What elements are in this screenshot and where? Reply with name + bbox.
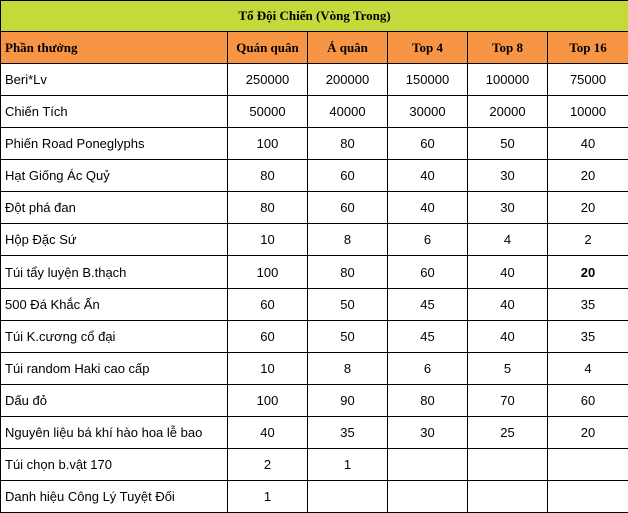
reward-name: Beri*Lv — [1, 64, 228, 96]
value-runner-up: 90 — [308, 384, 388, 416]
value-top8: 40 — [468, 288, 548, 320]
reward-name: Túi K.cương cổ đại — [1, 320, 228, 352]
header-top16: Top 16 — [548, 32, 628, 64]
value-top4: 6 — [388, 352, 468, 384]
value-top8: 20000 — [468, 96, 548, 128]
reward-name: Phiến Road Poneglyphs — [1, 128, 228, 160]
value-champion: 80 — [228, 192, 308, 224]
value-top16: 4 — [548, 352, 628, 384]
reward-name: 500 Đá Khắc Ấn — [1, 288, 228, 320]
value-top4: 30000 — [388, 96, 468, 128]
value-top16: 20 — [548, 192, 628, 224]
value-top16: 60 — [548, 384, 628, 416]
value-top16 — [548, 480, 628, 512]
reward-name: Nguyên liệu bá khí hào hoa lễ bao — [1, 416, 228, 448]
value-runner-up: 40000 — [308, 96, 388, 128]
value-runner-up: 200000 — [308, 64, 388, 96]
value-top8: 5 — [468, 352, 548, 384]
table-row — [1, 320, 628, 352]
header-top4: Top 4 — [388, 32, 468, 64]
table-row — [1, 128, 628, 160]
value-champion: 60 — [228, 288, 308, 320]
value-top16 — [548, 448, 628, 480]
value-top8: 30 — [468, 160, 548, 192]
reward-name: Túi random Haki cao cấp — [1, 352, 228, 384]
value-top8: 50 — [468, 128, 548, 160]
value-top4: 150000 — [388, 64, 468, 96]
table-row — [1, 96, 628, 128]
value-top16: 75000 — [548, 64, 628, 96]
value-top4: 40 — [388, 160, 468, 192]
value-top16: 10000 — [548, 96, 628, 128]
reward-name: Hạt Giống Ác Quỷ — [1, 160, 228, 192]
reward-name: Chiến Tích — [1, 96, 228, 128]
value-runner-up: 80 — [308, 128, 388, 160]
value-champion: 10 — [228, 224, 308, 256]
value-runner-up: 50 — [308, 320, 388, 352]
table-row — [1, 224, 628, 256]
header-row — [1, 32, 628, 64]
reward-name: Đột phá đan — [1, 192, 228, 224]
value-runner-up: 8 — [308, 224, 388, 256]
table-row — [1, 192, 628, 224]
table-row — [1, 384, 628, 416]
value-top8: 25 — [468, 416, 548, 448]
header-runner-up: Á quân — [308, 32, 388, 64]
value-top8: 40 — [468, 320, 548, 352]
value-top8: 4 — [468, 224, 548, 256]
value-top4: 60 — [388, 256, 468, 288]
header-top8: Top 8 — [468, 32, 548, 64]
table-row — [1, 480, 628, 512]
value-champion: 60 — [228, 320, 308, 352]
value-runner-up: 60 — [308, 160, 388, 192]
value-top16: 20 — [548, 160, 628, 192]
table-title: Tổ Đội Chiến (Vòng Trong) — [1, 1, 628, 32]
value-champion: 100 — [228, 128, 308, 160]
reward-name: Hộp Đặc Sứ — [1, 224, 228, 256]
value-top8: 30 — [468, 192, 548, 224]
reward-name: Túi chọn b.vật 170 — [1, 448, 228, 480]
value-runner-up: 60 — [308, 192, 388, 224]
table-row — [1, 288, 628, 320]
value-top16: 35 — [548, 288, 628, 320]
title-row — [1, 1, 628, 32]
value-runner-up: 80 — [308, 256, 388, 288]
table-row — [1, 352, 628, 384]
header-champion: Quán quân — [228, 32, 308, 64]
value-top4 — [388, 448, 468, 480]
value-top4: 60 — [388, 128, 468, 160]
value-top8 — [468, 448, 548, 480]
value-top4: 45 — [388, 288, 468, 320]
value-runner-up: 35 — [308, 416, 388, 448]
reward-name: Dấu đỏ — [1, 384, 228, 416]
value-runner-up: 8 — [308, 352, 388, 384]
value-champion: 100 — [228, 384, 308, 416]
value-top16: 35 — [548, 320, 628, 352]
value-champion: 2 — [228, 448, 308, 480]
value-top16: 20 — [548, 256, 628, 288]
value-champion: 100 — [228, 256, 308, 288]
value-top4: 45 — [388, 320, 468, 352]
table-row — [1, 64, 628, 96]
value-top8 — [468, 480, 548, 512]
value-champion: 50000 — [228, 96, 308, 128]
value-top4 — [388, 480, 468, 512]
value-champion: 40 — [228, 416, 308, 448]
table-row — [1, 160, 628, 192]
table-row — [1, 416, 628, 448]
value-champion: 250000 — [228, 64, 308, 96]
value-top4: 6 — [388, 224, 468, 256]
value-top16: 40 — [548, 128, 628, 160]
reward-name: Danh hiệu Công Lý Tuyệt Đối — [1, 480, 228, 512]
table-row — [1, 448, 628, 480]
value-champion: 80 — [228, 160, 308, 192]
value-runner-up: 1 — [308, 448, 388, 480]
value-top16: 2 — [548, 224, 628, 256]
value-top16: 20 — [548, 416, 628, 448]
table-row — [1, 256, 628, 288]
value-champion: 10 — [228, 352, 308, 384]
value-runner-up — [308, 480, 388, 512]
value-top8: 40 — [468, 256, 548, 288]
value-runner-up: 50 — [308, 288, 388, 320]
value-top8: 70 — [468, 384, 548, 416]
value-champion: 1 — [228, 480, 308, 512]
value-top4: 80 — [388, 384, 468, 416]
header-reward: Phần thưởng — [1, 32, 228, 64]
value-top4: 40 — [388, 192, 468, 224]
value-top4: 30 — [388, 416, 468, 448]
value-top8: 100000 — [468, 64, 548, 96]
reward-name: Túi tẩy luyện B.thạch — [1, 256, 228, 288]
